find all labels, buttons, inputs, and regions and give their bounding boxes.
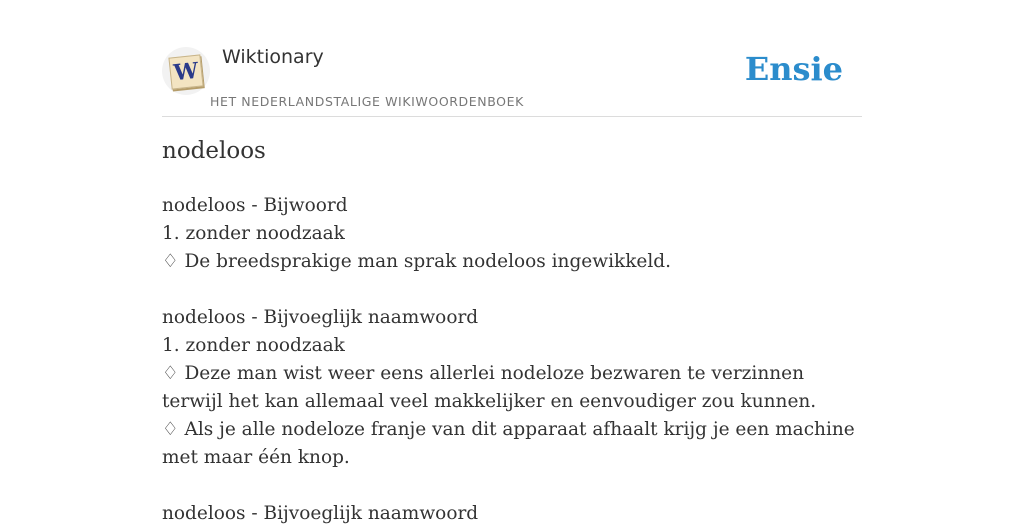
entry-example: ♢ De breedsprakige man sprak nodeloos ingewikkeld. xyxy=(162,251,672,272)
w-tile-icon: W xyxy=(168,54,203,89)
site-header xyxy=(162,0,862,117)
page xyxy=(162,0,862,524)
entry-heading: nodeloos - Bijvoeglijk naamwoord xyxy=(162,307,479,328)
entry-spacer xyxy=(162,276,862,304)
entry-definition: 1. zonder noodzaak xyxy=(162,335,345,356)
page-title: nodeloos xyxy=(162,138,266,164)
ensie-brand-link[interactable]: Ensie xyxy=(744,50,843,88)
site-name[interactable]: Wiktionary xyxy=(222,46,324,68)
entry-definition: 1. zonder noodzaak xyxy=(162,223,345,244)
entry-heading: nodeloos - Bijwoord xyxy=(162,195,348,216)
definitions xyxy=(162,192,862,528)
entry-example: ♢ Deze man wist weer eens allerlei nodeloze bezwaren te verzinnen terwijl het kan allemaal veel makkelijker en eenvoudiger zou kunnen. xyxy=(162,363,817,412)
entry-example: ♢ Als je alle nodeloze franje van dit apparaat afhaalt krijg je een machine met maar één knop. xyxy=(162,419,855,468)
wiktionary-logo[interactable] xyxy=(162,47,210,95)
site-subtitle: HET NEDERLANDSTALIGE WIKIWOORDENBOEK xyxy=(210,94,524,109)
entry-heading: nodeloos - Bijvoeglijk naamwoord xyxy=(162,503,479,524)
entry-spacer xyxy=(162,472,862,500)
